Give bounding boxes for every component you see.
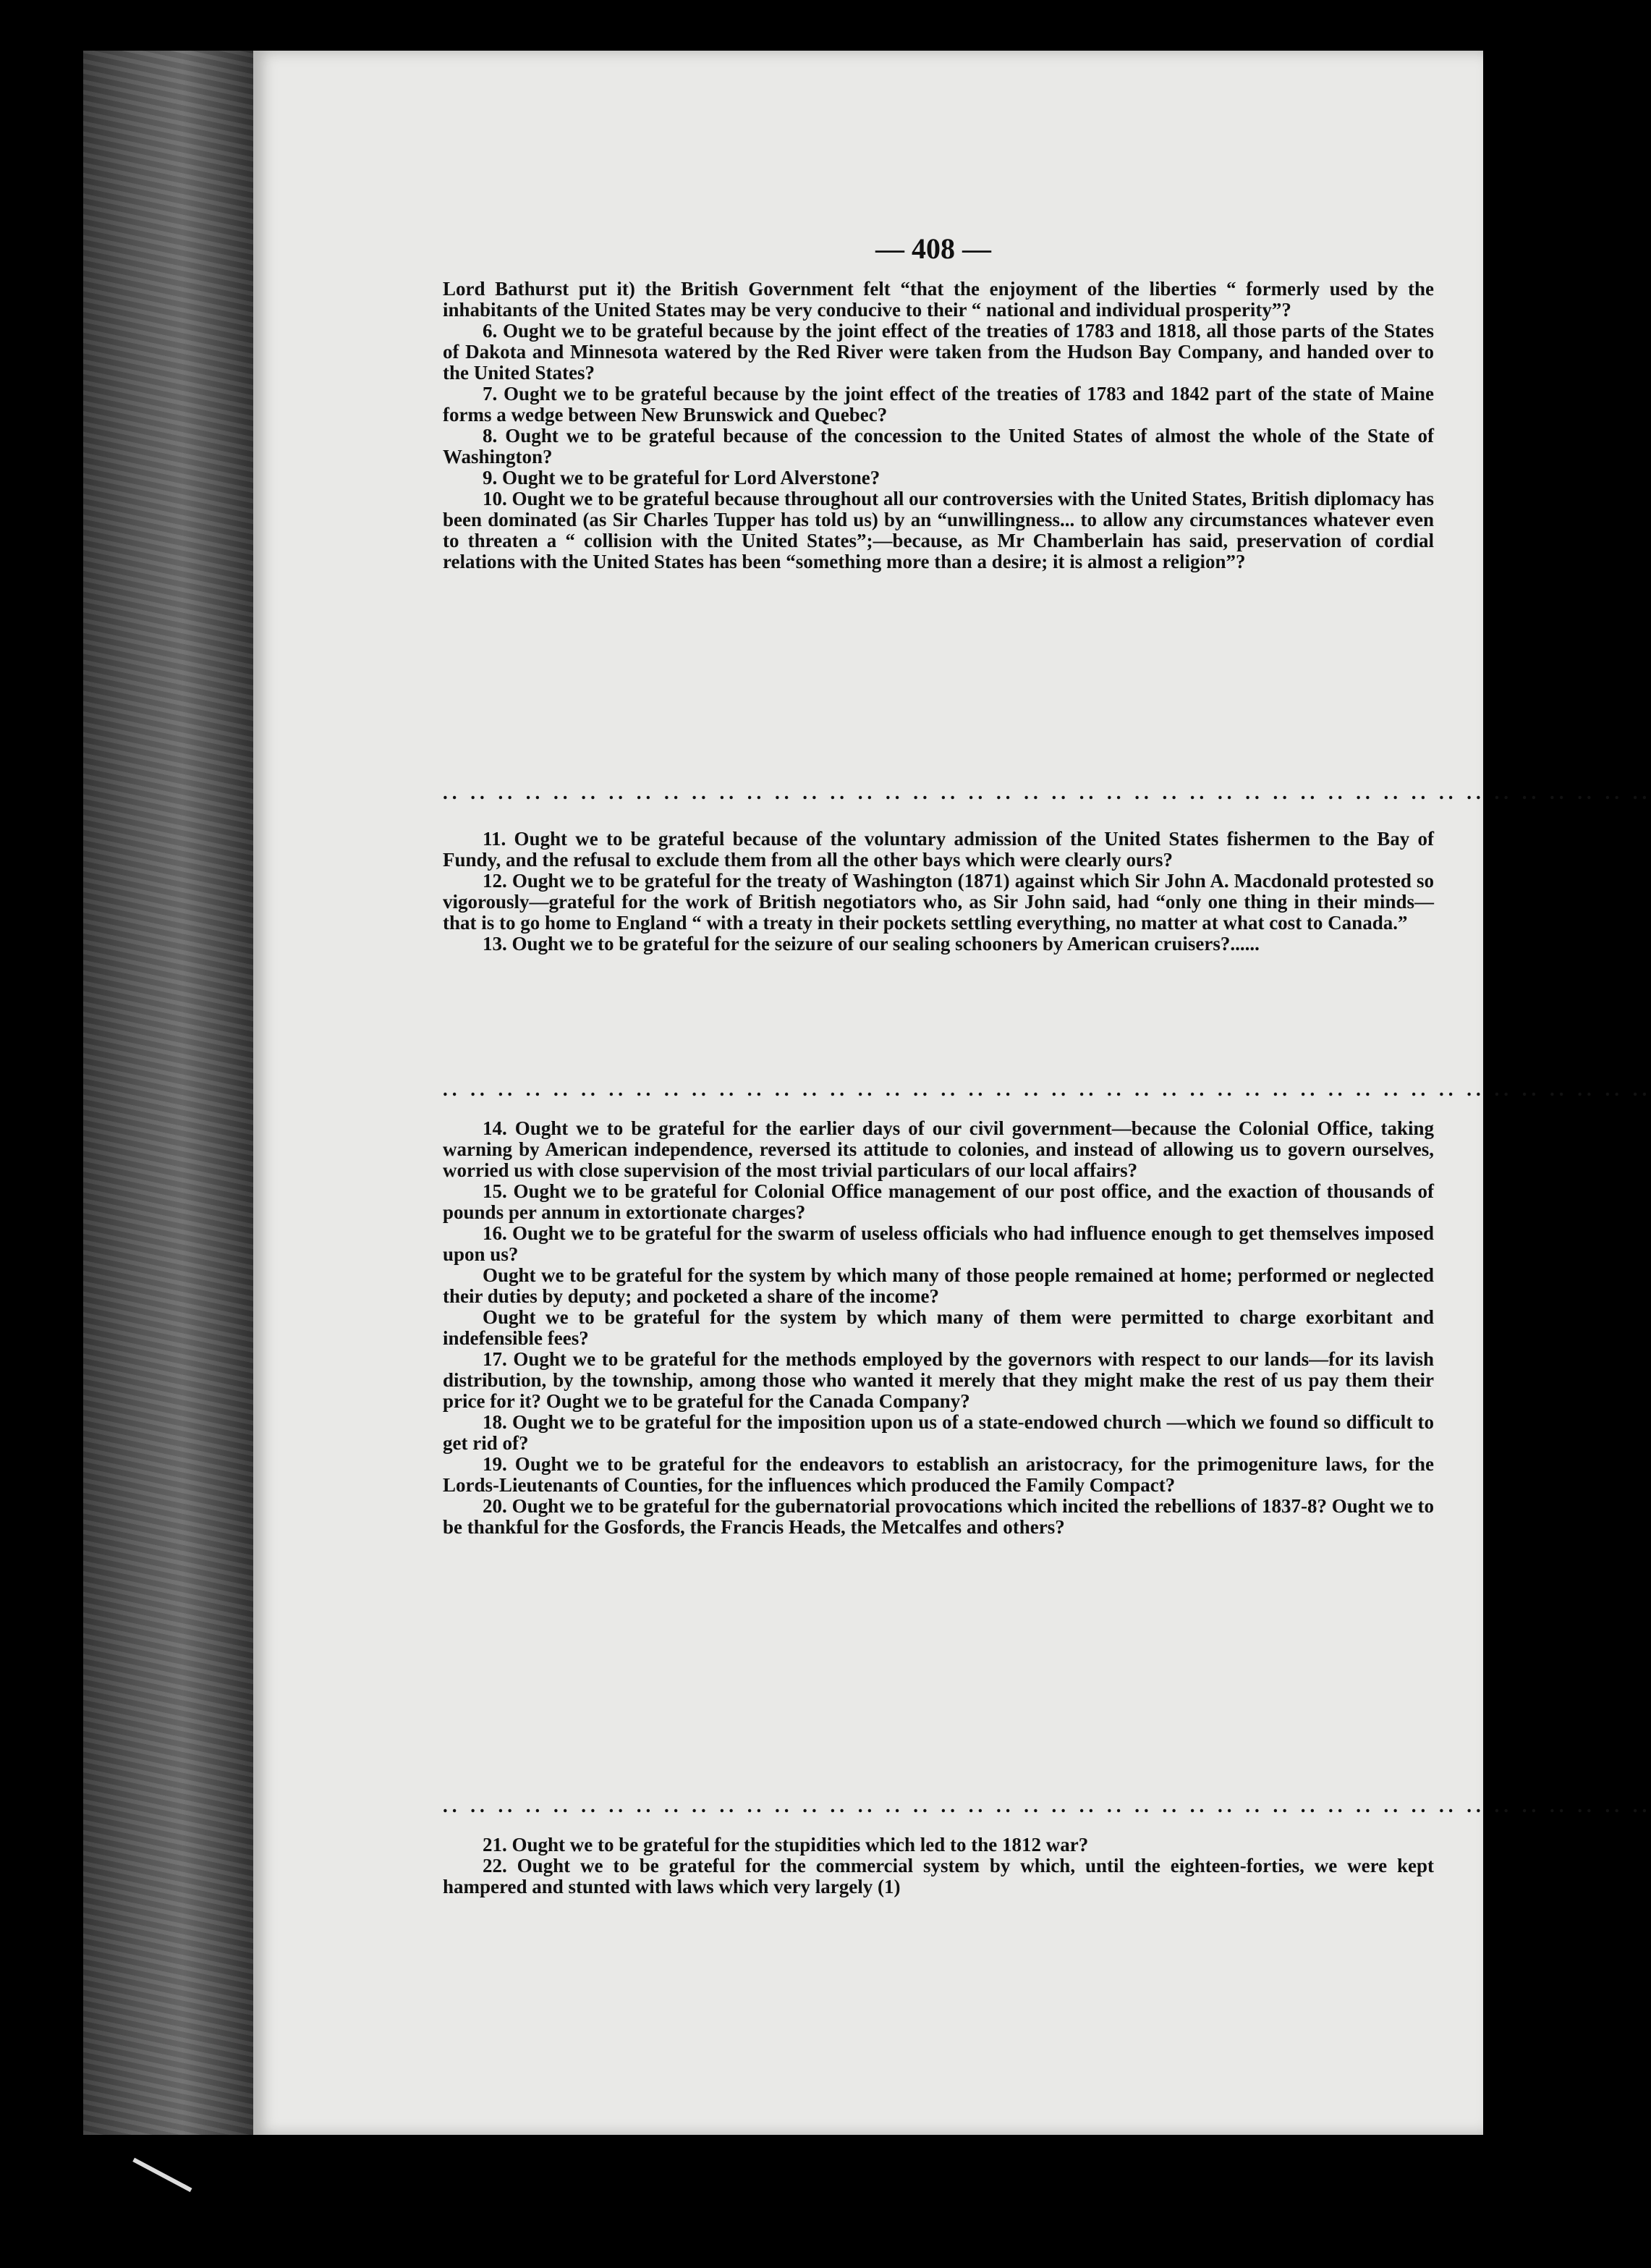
paragraph: 15. Ought we to be grateful for Colonial Office management of our post office, and the exaction of thousands of pounds per annum in extortionate charges? — [443, 1180, 1434, 1223]
paragraph: 6. Ought we to be grateful because by the joint effect of the treaties of 1783 and 1818, all those parts of the States of Dakota and Minnesota watered by the Red River were taken from the Hudson Bay Company, and handed over to the United States? — [443, 320, 1434, 384]
text-block-4 — [443, 1835, 1434, 1897]
paragraph: 12. Ought we to be grateful for the treaty of Washington (1871) against which Sir John A. Macdonald protested so vigorously—grateful for the work of British negotiators who, as Sir John said, had “only one thing in their minds—that is to go home to England “ with a treaty in their pockets settling everything, no matter at what cost to Canada.” — [443, 870, 1434, 934]
paragraph: 18. Ought we to be grateful for the imposition upon us of a state-endowed church —which we found so difficult to get rid of? — [443, 1411, 1434, 1454]
paragraph: 11. Ought we to be grateful because of the voluntary admission of the United States fishermen to the Bay of Fundy, and the refusal to exclude them from all the other bays which were clearly ours? — [443, 828, 1434, 871]
text-block-2 — [443, 829, 1434, 955]
paragraph: 17. Ought we to be grateful for the methods employed by the governors with respect to our lands—for its lavish distribution, by the township, among those who wanted it merely that they might make the rest of us pay them their price for it? Ought we to be grateful for the Canada Company? — [443, 1348, 1434, 1412]
paragraph: 22. Ought we to be grateful for the commercial system by which, until the eighteen-forties, we were kept hampered and stunted with laws which very largely (1) — [443, 1855, 1434, 1897]
film-scratch — [119, 2158, 192, 2218]
paragraph: 9. Ought we to be grateful for Lord Alverstone? — [483, 467, 880, 488]
paragraph: 20. Ought we to be grateful for the gubernatorial provocations which incited the rebellions of 1837-8? Ought we to be thankful for the Gosfords, the Francis Heads, the Metcalfes and others? — [443, 1495, 1434, 1538]
paragraph: Lord Bathurst put it) the British Government felt “that the enjoyment of the liberties “ formerly used by the inhabitants of the United States may be very conducive to their “ national and individual prosperity”? — [443, 278, 1434, 321]
paragraph: 7. Ought we to be grateful because by the joint effect of the treaties of 1783 and 1842 part of the state of Maine forms a wedge between New Brunswick and Quebec? — [443, 383, 1434, 426]
page-number: — 408 — — [875, 232, 991, 265]
ellipsis-separator-3: .. .. .. .. .. .. .. .. .. .. .. .. .. .. .. .. .. .. .. .. .. .. .. .. .. .. .. .. .. .. .. .. .. .. .. .. .. .. .. .. .. .. .. .. — [443, 1795, 1651, 1816]
paragraph: 21. Ought we to be grateful for the stupidities which led to the 1812 war? — [483, 1834, 1089, 1856]
paragraph: 10. Ought we to be grateful because throughout all our controversies with the United States, British diplomacy has been dominated (as Sir Charles Tupper has told us) by an “unwillingness... to allow any circumstances whatever even to threaten a “ collision with the United States”;—because, as Mr Chamberlain has said, preservation of cordial relations with the United States has been “something more than a desire; it is almost a religion”? — [443, 488, 1434, 572]
text-block-3 — [443, 1118, 1434, 1538]
film-edge — [83, 51, 264, 2135]
ellipsis-separator-1: .. .. .. .. .. .. .. .. .. .. .. .. .. .. .. .. .. .. .. .. .. .. .. .. .. .. .. .. .. .. .. .. .. .. .. .. .. .. .. .. .. .. .. .. — [443, 782, 1651, 803]
paragraph: 8. Ought we to be grateful because of the concession to the United States of almost the whole of the State of Washington? — [443, 425, 1434, 467]
text-block-1 — [443, 279, 1434, 572]
paragraph: Ought we to be grateful for the system by which many of those people remained at home; performed or neglected their duties by deputy; and pocketed a share of the income? — [443, 1264, 1434, 1307]
ellipsis-separator-2: .. .. .. .. .. .. .. .. .. .. .. .. .. .. .. .. .. .. .. .. .. .. .. .. .. .. .. .. .. .. .. .. .. .. .. .. .. .. .. .. .. .. .. .. — [443, 1078, 1651, 1100]
paragraph: 19. Ought we to be grateful for the endeavors to establish an aristocracy, for the primogeniture laws, for the Lords-Lieutenants of Counties, for the influences which produced the Family Compact? — [443, 1453, 1434, 1496]
paragraph: 16. Ought we to be grateful for the swarm of useless officials who had influence enough to get themselves imposed upon us? — [443, 1222, 1434, 1265]
document-page — [253, 51, 1651, 2135]
paragraph: 14. Ought we to be grateful for the earlier days of our civil government—because the Colonial Office, taking warning by American independence, reversed its attitude to colonies, and instead of allowing us to govern ourselves, worried us with close supervision of the most trivial particulars of our local affairs? — [443, 1117, 1434, 1181]
paragraph: 13. Ought we to be grateful for the seizure of our sealing schooners by American cruisers?...... — [483, 933, 1260, 955]
paragraph: Ought we to be grateful for the system by which many of them were permitted to charge exorbitant and indefensible fees? — [443, 1306, 1434, 1349]
